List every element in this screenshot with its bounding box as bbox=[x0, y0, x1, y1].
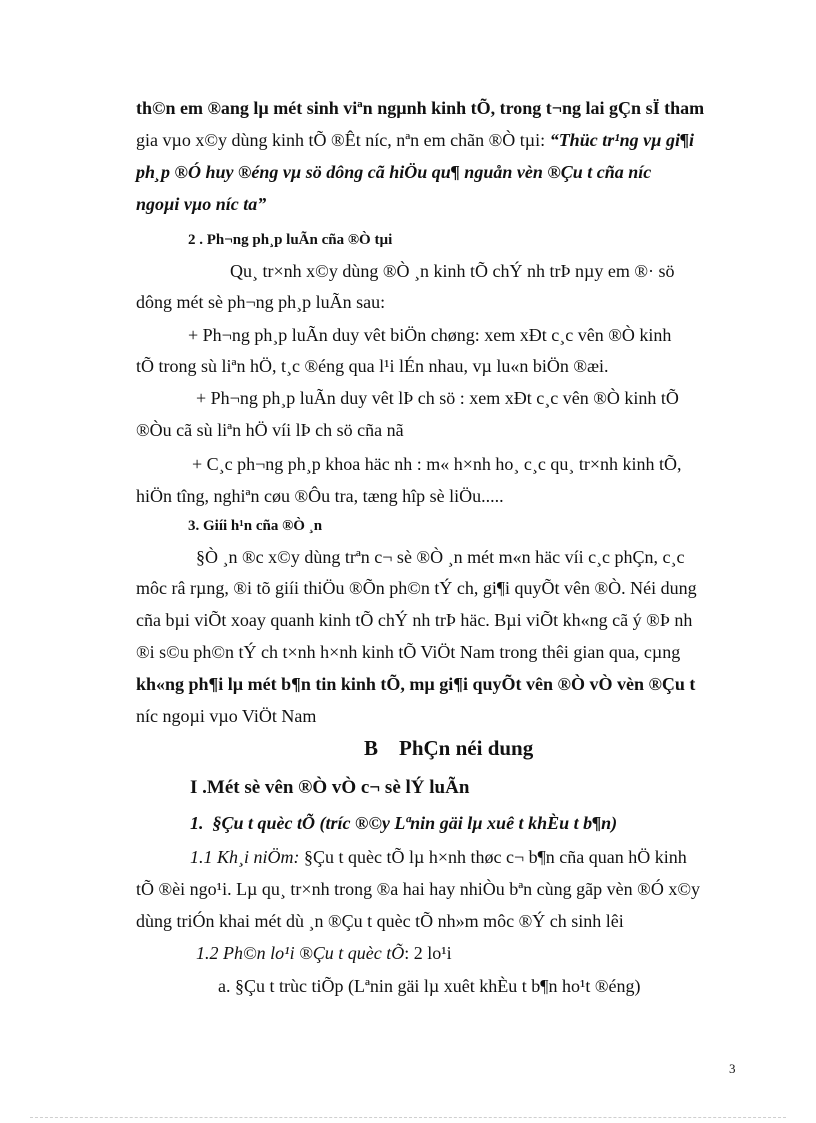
sec3-line2: môc râ rµng, ®i tõ giíi thiÖu ®Õn ph©n tÝ ch, gi¶i quyÕt vên ®Ò. Néi dung bbox=[136, 578, 697, 598]
intro-line-2-text: gia vµo x©y dùng kinh tÕ ®Êt níc, nªn em chãn ®Ò tµi: bbox=[136, 130, 546, 150]
section-i-heading: I .Mét sè vên ®Ò vÒ c¬ sè lÝ luÃn bbox=[190, 777, 470, 798]
sub12-item-a: a. §Çu t trùc tiÕp (Lªnin gäi lµ xuêt khÈu t b¶n ho¹t ®éng) bbox=[218, 976, 641, 996]
page-number: 3 bbox=[729, 1061, 736, 1076]
sec2-bullet2-line1: + Ph¬ng ph¸p luÃn duy vêt lÞ ch sö : xem xÐt c¸c vên ®Ò kinh tÕ bbox=[196, 388, 679, 408]
sub12-line bbox=[196, 941, 452, 965]
sec3-line3: cña bµi viÕt xoay quanh kinh tÕ chÝ nh trÞ häc. Bµi viÕt kh«ng cã ý ®Þ nh bbox=[136, 610, 693, 630]
sec2-bullet1-line2: tÕ trong sù liªn hÖ, t¸c ®éng qua l¹i lÉn nhau, vµ lu«n biÖn ®æi. bbox=[136, 356, 609, 376]
sub11-line2: tÕ ®èi ngo¹i. Lµ qu¸ tr×nh trong ®a hai hay nhiÒu bªn cùng gãp vèn ®Ó x©y bbox=[136, 879, 700, 899]
part-b-heading: B PhÇn néi dung bbox=[364, 736, 534, 760]
intro-topic-title: “Thüc tr¹ng vµ gi¶i bbox=[549, 130, 694, 150]
sec3-line5: kh«ng ph¶i lµ mét b¶n tin kinh tÕ, mµ gi¶i quyÕt vên ®Ò vÒ vèn ®Çu t bbox=[136, 674, 696, 694]
intro-line-1: th©n em ®ang lµ mét sinh viªn ngµnh kinh tÕ, trong t¬ng lai gÇn sÏ tham bbox=[136, 98, 705, 118]
sub11-line3: dùng triÓn khai mét dù ¸n ®Çu t quèc tÕ nh»m môc ®Ý ch sinh lêi bbox=[136, 911, 624, 931]
sec2-para1-line1: Qu¸ tr×nh x©y dùng ®Ò ¸n kinh tÕ chÝ nh trÞ nµy em ®· sö bbox=[230, 261, 675, 281]
sec2-bullet2-line2: ®Òu cã sù liªn hÖ víi lÞ ch sö cña nã bbox=[136, 420, 404, 440]
subsection-1-heading: 1. §Çu t quèc tÕ (tríc ®©y Lªnin gäi lµ xuê t khÈu t b¶n) bbox=[190, 813, 618, 833]
sec2-para1-line2: dông mét sè ph¬ng ph¸p luÃn sau: bbox=[136, 292, 386, 312]
intro-line-3: ph¸p ®Ó huy ®éng vµ sö dông cã hiÖu qu¶ nguån vèn ®Çu t cña níc bbox=[136, 162, 652, 182]
sub11-label: 1.1 Kh¸i niÖm: bbox=[190, 847, 300, 867]
sec3-line1: §Ò ¸n ®c x©y dùng trªn c¬ sè ®Ò ¸n mét m«n häc víi c¸c phÇn, c¸c bbox=[196, 547, 685, 567]
intro-line-2 bbox=[136, 128, 694, 152]
sub12-rest: : 2 lo¹i bbox=[404, 943, 452, 963]
section-3-heading: 3. Giíi h¹n cña ®Ò ¸n bbox=[188, 518, 323, 534]
sec2-bullet1-line1: + Ph¬ng ph¸p luÃn duy vêt biÖn chøng: xem xÐt c¸c vên ®Ò kinh bbox=[188, 325, 672, 345]
sub11-line1 bbox=[190, 845, 687, 869]
sec2-bullet3-line2: hiÖn tîng, nghiªn cøu ®Ôu tra, tæng hîp sè liÖu..... bbox=[136, 486, 504, 506]
sec2-bullet3-line1: + C¸c ph¬ng ph¸p khoa häc nh : m« h×nh ho¸ c¸c qu¸ tr×nh kinh tÕ, bbox=[192, 454, 682, 474]
sec3-line6: níc ngoµi vµo ViÖt Nam bbox=[136, 706, 317, 726]
intro-line-4: ngoµi vµo níc ta” bbox=[136, 194, 267, 214]
sub12-label: 1.2 Ph©n lo¹i ®Çu t quèc tÕ bbox=[196, 943, 405, 963]
section-2-heading: 2 . Ph¬ng ph¸p luÃn cña ®Ò tµi bbox=[188, 232, 393, 248]
sub11-line1-text: §Çu t quèc tÕ lµ h×nh thøc c¬ b¶n cña quan hÖ kinh bbox=[304, 847, 687, 867]
footer-divider bbox=[30, 1117, 786, 1118]
sec3-line4: ®i s©u ph©n tÝ ch t×nh h×nh kinh tÕ ViÖt Nam trong thêi gian qua, cµng bbox=[136, 642, 681, 662]
